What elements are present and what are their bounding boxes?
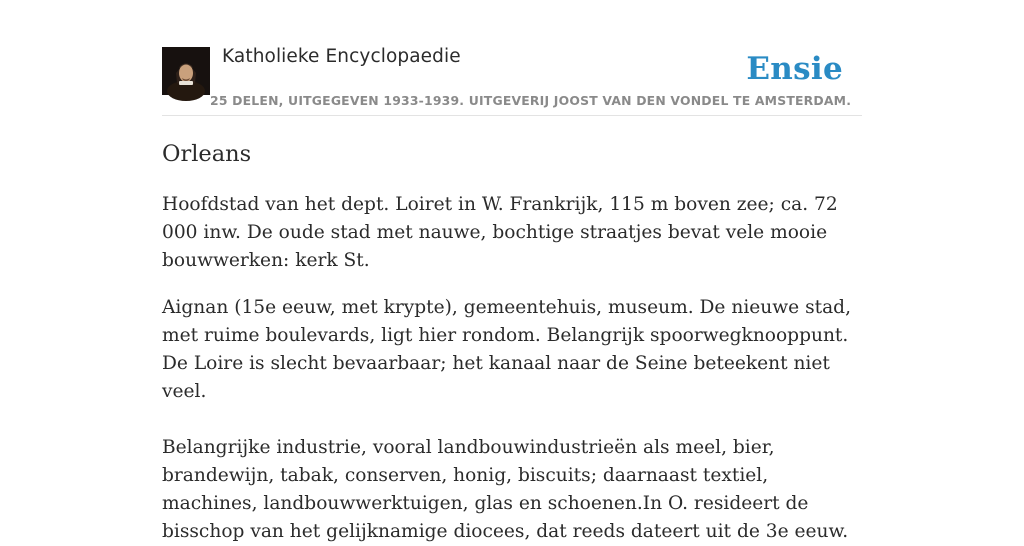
article-content xyxy=(162,138,862,546)
source-subtitle: 25 DELEN, UITGEGEVEN 1933-1939. UITGEVERIJ JOOST VAN DEN VONDEL TE AMSTERDAM. xyxy=(210,93,852,108)
article-paragraph: Hoofdstad van het dept. Loiret in W. Frankrijk, 115 m boven zee; ca. 72 000 inw. De oude stad met nauwe, bochtige straatjes bevat vele mooie bouwwerken: kerk St. xyxy=(162,194,838,271)
avatar[interactable] xyxy=(162,47,210,95)
article-paragraph: Belangrijke industrie, vooral landbouwindustrieën als meel, bier, brandewijn, tabak, conserven, honig, biscuits; daarnaast textiel, machines, landbouwwerktuigen, glas en schoenen.In O. resideert de bisschop van het gelijknamige diocees, dat reeds dateert uit de 3e eeuw. xyxy=(162,437,849,542)
article-paragraph: Aignan (15e eeuw, met krypte), gemeentehuis, museum. De nieuwe stad, met ruime boulevards, ligt hier rondom. Belangrijk spoorwegknooppunt. De Loire is slecht bevaarbaar; het kanaal naar de Seine beteekent niet veel. xyxy=(162,297,851,402)
header xyxy=(162,44,862,116)
source-title[interactable]: Katholieke Encyclopaedie xyxy=(222,46,461,67)
article-title: Orleans xyxy=(162,141,252,167)
brand-logo-link[interactable]: Ensie xyxy=(746,51,843,87)
portrait-avatar-icon xyxy=(162,47,210,95)
